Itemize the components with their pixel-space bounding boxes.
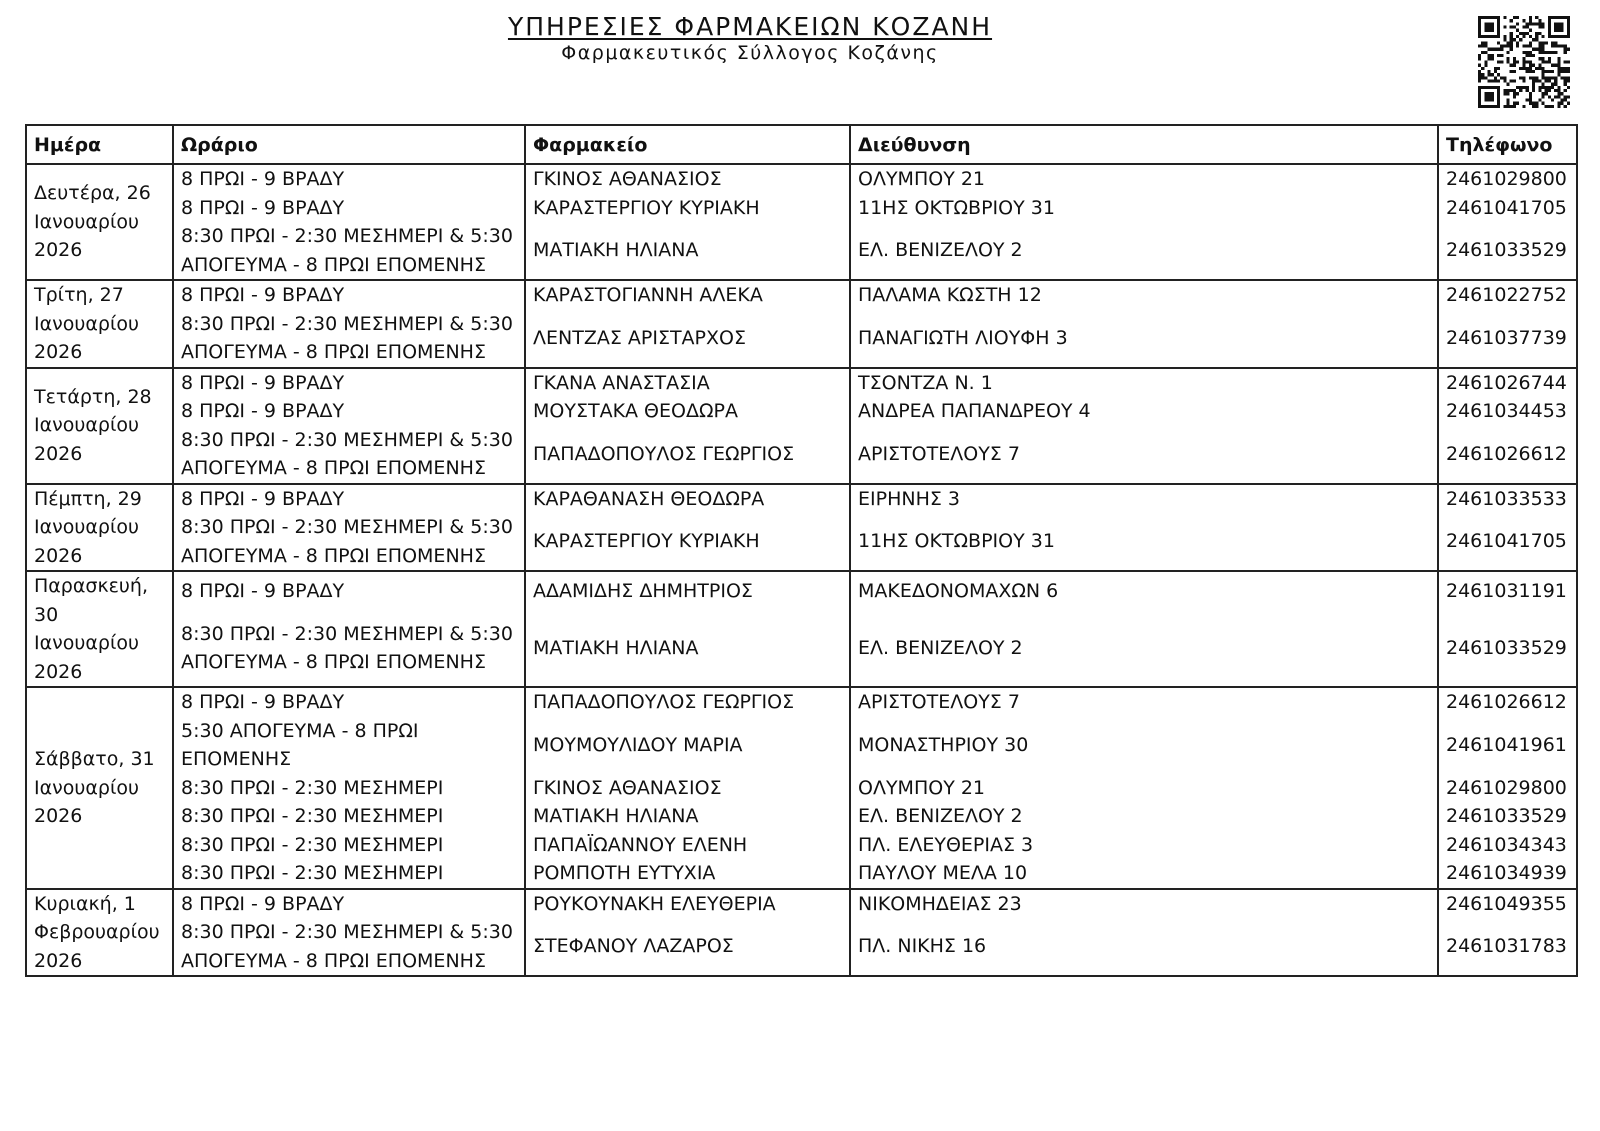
day-cell: Παρασκευή, 30 Ιανουαρίου 2026 [26,571,173,687]
hours-cell: 8:30 ΠΡΩΙ - 2:30 ΜΕΣΗΜΕΡΙ & 5:30 ΑΠΟΓΕΥΜΑ - 8 ΠΡΩΙ ΕΠΟΜΕΝΗΣ [173,310,525,368]
pharmacy-cell: ΡΟΥΚΟΥΝΑΚΗ ΕΛΕΥΘΕΡΙΑ [525,889,850,919]
pharmacy-cell: ΓΚΙΝΟΣ ΑΘΑΝΑΣΙΟΣ [525,774,850,803]
table-row [26,889,1577,919]
page-title: ΥΠΗΡΕΣΙΕΣ ΦΑΡΜΑΚΕΙΩΝ ΚΟΖΑΝΗ [507,12,993,41]
phone-cell: 2461033529 [1438,610,1577,687]
pharmacy-cell: ΣΤΕΦΑΝΟΥ ΛΑΖΑΡΟΣ [525,918,850,976]
header-pharmacy: Φαρμακείο [525,125,850,164]
pharmacy-cell: ΡΟΜΠΟΤΗ ΕΥΤΥΧΙΑ [525,859,850,889]
day-cell: Πέμπτη, 29 Ιανουαρίου 2026 [26,484,173,572]
hours-cell: 8:30 ΠΡΩΙ - 2:30 ΜΕΣΗΜΕΡΙ & 5:30 ΑΠΟΓΕΥΜΑ - 8 ΠΡΩΙ ΕΠΟΜΕΝΗΣ [173,222,525,280]
table-row [26,368,1577,398]
pharmacy-cell: ΜΟΥΜΟΥΛΙΔΟΥ ΜΑΡΙΑ [525,717,850,774]
pharmacy-cell: ΜΑΤΙΑΚΗ ΗΛΙΑΝΑ [525,222,850,280]
hours-cell: 8:30 ΠΡΩΙ - 2:30 ΜΕΣΗΜΕΡΙ [173,774,525,803]
hours-cell: 8:30 ΠΡΩΙ - 2:30 ΜΕΣΗΜΕΡΙ [173,802,525,831]
hours-cell: 8 ΠΡΩΙ - 9 ΒΡΑΔΥ [173,571,525,610]
phone-cell: 2461041705 [1438,513,1577,571]
table-row [26,831,1577,860]
pharmacy-cell: ΚΑΡΑΣΤΟΓΙΑΝΝΗ ΑΛΕΚΑ [525,280,850,310]
address-cell: ΠΛ. ΕΛΕΥΘΕΡΙΑΣ 3 [850,831,1438,860]
table-row [26,164,1577,194]
table-row [26,918,1577,976]
day-cell: Κυριακή, 1 Φεβρουαρίου 2026 [26,889,173,977]
table-row [26,310,1577,368]
hours-cell: 8 ΠΡΩΙ - 9 ΒΡΑΔΥ [173,397,525,426]
address-cell: ΠΛ. ΝΙΚΗΣ 16 [850,918,1438,976]
address-cell: ΕΙΡΗΝΗΣ 3 [850,484,1438,514]
address-cell: ΜΟΝΑΣΤΗΡΙΟΥ 30 [850,717,1438,774]
phone-cell: 2461041705 [1438,194,1577,223]
hours-cell: 8:30 ΠΡΩΙ - 2:30 ΜΕΣΗΜΕΡΙ & 5:30 ΑΠΟΓΕΥΜΑ - 8 ΠΡΩΙ ΕΠΟΜΕΝΗΣ [173,426,525,484]
pharmacy-cell: ΜΟΥΣΤΑΚΑ ΘΕΟΔΩΡΑ [525,397,850,426]
table-row [26,222,1577,280]
phone-cell: 2461049355 [1438,889,1577,919]
address-cell: ΠΑΥΛΟΥ ΜΕΛΑ 10 [850,859,1438,889]
address-cell: ΕΛ. ΒΕΝΙΖΕΛΟΥ 2 [850,610,1438,687]
pharmacy-cell: ΠΑΠΑΔΟΠΟΥΛΟΣ ΓΕΩΡΓΙΟΣ [525,687,850,717]
header-phone: Τηλέφωνο [1438,125,1577,164]
table-row [26,687,1577,717]
hours-cell: 8:30 ΠΡΩΙ - 2:30 ΜΕΣΗΜΕΡΙ & 5:30 ΑΠΟΓΕΥΜΑ - 8 ΠΡΩΙ ΕΠΟΜΕΝΗΣ [173,513,525,571]
phone-cell: 2461029800 [1438,774,1577,803]
table-row [26,571,1577,610]
pharmacy-cell: ΓΚΑΝΑ ΑΝΑΣΤΑΣΙΑ [525,368,850,398]
table-row [26,774,1577,803]
pharmacy-cell: ΑΔΑΜΙΔΗΣ ΔΗΜΗΤΡΙΟΣ [525,571,850,610]
page-subtitle: Φαρμακευτικός Σύλλογος Κοζάνης [561,42,939,64]
table-row [26,397,1577,426]
hours-cell: 8 ΠΡΩΙ - 9 ΒΡΑΔΥ [173,280,525,310]
table-row [26,859,1577,889]
address-cell: ΑΝΔΡΕΑ ΠΑΠΑΝΔΡΕΟΥ 4 [850,397,1438,426]
table-row [26,194,1577,223]
phone-cell: 2461029800 [1438,164,1577,194]
phone-cell: 2461034453 [1438,397,1577,426]
address-cell: 11ΗΣ ΟΚΤΩΒΡΙΟΥ 31 [850,513,1438,571]
hours-cell: 5:30 ΑΠΟΓΕΥΜΑ - 8 ΠΡΩΙ ΕΠΟΜΕΝΗΣ [173,717,525,774]
address-cell: ΟΛΥΜΠΟΥ 21 [850,164,1438,194]
hours-cell: 8:30 ΠΡΩΙ - 2:30 ΜΕΣΗΜΕΡΙ & 5:30 ΑΠΟΓΕΥΜΑ - 8 ΠΡΩΙ ΕΠΟΜΕΝΗΣ [173,610,525,687]
header-address: Διεύθυνση [850,125,1438,164]
day-cell: Σάββατο, 31 Ιανουαρίου 2026 [26,687,173,889]
phone-cell: 2461037739 [1438,310,1577,368]
hours-cell: 8 ΠΡΩΙ - 9 ΒΡΑΔΥ [173,484,525,514]
address-cell: ΟΛΥΜΠΟΥ 21 [850,774,1438,803]
address-cell: ΜΑΚΕΔΟΝΟΜΑΧΩΝ 6 [850,571,1438,610]
phone-cell: 2461026612 [1438,687,1577,717]
phone-cell: 2461034343 [1438,831,1577,860]
day-cell: Τετάρτη, 28 Ιανουαρίου 2026 [26,368,173,484]
pharmacy-cell: ΜΑΤΙΑΚΗ ΗΛΙΑΝΑ [525,802,850,831]
document-header [0,12,1500,64]
phone-cell: 2461022752 [1438,280,1577,310]
address-cell: ΑΡΙΣΤΟΤΕΛΟΥΣ 7 [850,687,1438,717]
hours-cell: 8:30 ΠΡΩΙ - 2:30 ΜΕΣΗΜΕΡΙ & 5:30 ΑΠΟΓΕΥΜΑ - 8 ΠΡΩΙ ΕΠΟΜΕΝΗΣ [173,918,525,976]
table-row [26,717,1577,774]
table-row [26,484,1577,514]
address-cell: ΑΡΙΣΤΟΤΕΛΟΥΣ 7 [850,426,1438,484]
phone-cell: 2461031783 [1438,918,1577,976]
address-cell: ΝΙΚΟΜΗΔΕΙΑΣ 23 [850,889,1438,919]
hours-cell: 8:30 ΠΡΩΙ - 2:30 ΜΕΣΗΜΕΡΙ [173,831,525,860]
phone-cell: 2461041961 [1438,717,1577,774]
pharmacy-cell: ΚΑΡΑΘΑΝΑΣΗ ΘΕΟΔΩΡΑ [525,484,850,514]
hours-cell: 8 ΠΡΩΙ - 9 ΒΡΑΔΥ [173,889,525,919]
phone-cell: 2461033533 [1438,484,1577,514]
hours-cell: 8 ΠΡΩΙ - 9 ΒΡΑΔΥ [173,687,525,717]
pharmacy-cell: ΠΑΠΑΪΩΑΝΝΟΥ ΕΛΕΝΗ [525,831,850,860]
table-body [26,164,1577,976]
header-day: Ημέρα [26,125,173,164]
phone-cell: 2461034939 [1438,859,1577,889]
qr-code-icon[interactable] [1478,16,1570,108]
header-hours: Ωράριο [173,125,525,164]
pharmacy-schedule-table [25,124,1578,977]
table-row [26,513,1577,571]
phone-cell: 2461026744 [1438,368,1577,398]
table-row [26,610,1577,687]
hours-cell: 8 ΠΡΩΙ - 9 ΒΡΑΔΥ [173,368,525,398]
address-cell: ΤΣΟΝΤΖΑ Ν. 1 [850,368,1438,398]
day-cell: Δευτέρα, 26 Ιανουαρίου 2026 [26,164,173,280]
pharmacy-cell: ΛΕΝΤΖΑΣ ΑΡΙΣΤΑΡΧΟΣ [525,310,850,368]
table-row [26,426,1577,484]
hours-cell: 8:30 ΠΡΩΙ - 2:30 ΜΕΣΗΜΕΡΙ [173,859,525,889]
phone-cell: 2461026612 [1438,426,1577,484]
address-cell: ΠΑΝΑΓΙΩΤΗ ΛΙΟΥΦΗ 3 [850,310,1438,368]
table-header-row [26,125,1577,164]
pharmacy-cell: ΓΚΙΝΟΣ ΑΘΑΝΑΣΙΟΣ [525,164,850,194]
address-cell: ΠΑΛΑΜΑ ΚΩΣΤΗ 12 [850,280,1438,310]
phone-cell: 2461033529 [1438,802,1577,831]
address-cell: 11ΗΣ ΟΚΤΩΒΡΙΟΥ 31 [850,194,1438,223]
address-cell: ΕΛ. ΒΕΝΙΖΕΛΟΥ 2 [850,222,1438,280]
pharmacy-cell: ΠΑΠΑΔΟΠΟΥΛΟΣ ΓΕΩΡΓΙΟΣ [525,426,850,484]
table-row [26,802,1577,831]
address-cell: ΕΛ. ΒΕΝΙΖΕΛΟΥ 2 [850,802,1438,831]
pharmacy-cell: ΚΑΡΑΣΤΕΡΓΙΟΥ ΚΥΡΙΑΚΗ [525,513,850,571]
day-cell: Τρίτη, 27 Ιανουαρίου 2026 [26,280,173,368]
hours-cell: 8 ΠΡΩΙ - 9 ΒΡΑΔΥ [173,194,525,223]
phone-cell: 2461033529 [1438,222,1577,280]
pharmacy-cell: ΜΑΤΙΑΚΗ ΗΛΙΑΝΑ [525,610,850,687]
phone-cell: 2461031191 [1438,571,1577,610]
hours-cell: 8 ΠΡΩΙ - 9 ΒΡΑΔΥ [173,164,525,194]
table-row [26,280,1577,310]
pharmacy-cell: ΚΑΡΑΣΤΕΡΓΙΟΥ ΚΥΡΙΑΚΗ [525,194,850,223]
